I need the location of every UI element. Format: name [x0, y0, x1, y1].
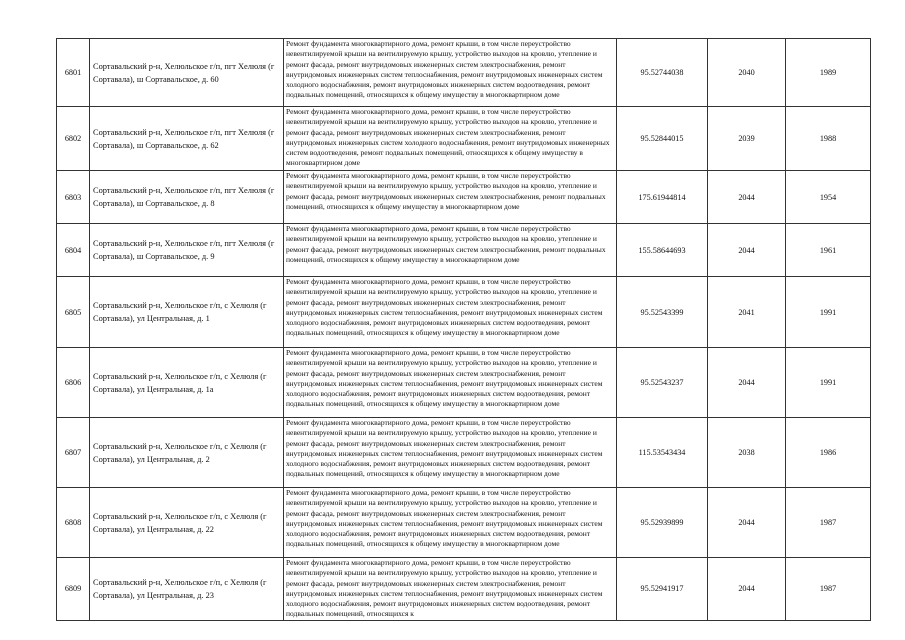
row-number: 6807 — [57, 418, 90, 488]
planned-year-cell: 2039 — [708, 107, 786, 171]
row-number: 6801 — [57, 39, 90, 107]
planned-year-cell: 2038 — [708, 418, 786, 488]
table-row — [57, 348, 871, 418]
cost-cell: 95.52941917 — [617, 558, 708, 621]
table-row — [57, 277, 871, 348]
build-year-cell: 1961 — [786, 224, 871, 277]
works-cell: Ремонт фундамента многоквартирного дома, ремонт крыши, в том числе переустройство невентилируемой крыши на вентилируемую крышу, устройство выходов на кровлю, утепление и ремонт фасада, ремонт внутридомовых инженерных систем электроснабжения, ремонт подвальных помещений, относящихся к общему имуществу в многоквартирном доме — [284, 224, 617, 277]
works-cell: Ремонт фундамента многоквартирного дома, ремонт крыши, в том числе переустройство невентилируемой крыши на вентилируемую крышу, устройство выходов на кровлю, утепление и ремонт фасада, ремонт внутридомовых инженерных систем электроснабжения, ремонт внутридомовых инженерных систем теплоснабжения, ремонт внутридомовых инженерных систем холодного водоснабжения, ремонт внутридомовых инженерных систем водоотведения, ремонт подвальных помещений, относящихся к общему имуществу в многоквартирном доме — [284, 418, 617, 488]
row-number: 6805 — [57, 277, 90, 348]
works-cell: Ремонт фундамента многоквартирного дома, ремонт крыши, в том числе переустройство невентилируемой крыши на вентилируемую крышу, устройство выходов на кровлю, утепление и ремонт фасада, ремонт внутридомовых инженерных систем электроснабжения, ремонт внутридомовых инженерных систем теплоснабжения, ремонт внутридомовых инженерных систем холодного водоснабжения, ремонт внутридомовых инженерных систем водоотведения, ремонт подвальных помещений, относящихся к общему имуществу в многоквартирном доме — [284, 348, 617, 418]
row-number: 6806 — [57, 348, 90, 418]
planned-year-cell: 2044 — [708, 348, 786, 418]
works-cell: Ремонт фундамента многоквартирного дома, ремонт крыши, в том числе переустройство невентилируемой крыши на вентилируемую крышу, устройство выходов на кровлю, утепление и ремонт фасада, ремонт внутридомовых инженерных систем электроснабжения, ремонт внутридомовых инженерных систем теплоснабжения, ремонт внутридомовых инженерных систем холодного водоснабжения, ремонт внутридомовых инженерных систем водоотведения, ремонт подвальных помещений, относящихся к общему имуществу в многоквартирном доме — [284, 39, 617, 107]
address-cell: Сортавальский р-н, Хелюльское г/п, с Хелюля (г Сортавала), ул Центральная, д. 23 — [90, 558, 284, 621]
cost-cell: 175.61944814 — [617, 171, 708, 224]
works-cell: Ремонт фундамента многоквартирного дома, ремонт крыши, в том числе переустройство невентилируемой крыши на вентилируемую крышу, устройство выходов на кровлю, утепление и ремонт фасада, ремонт внутридомовых инженерных систем электроснабжения, ремонт внутридомовых инженерных систем теплоснабжения, ремонт внутридомовых инженерных систем холодного водоснабжения, ремонт внутридомовых инженерных систем водоотведения, ремонт подвальных помещений, относящихся к — [284, 558, 617, 621]
cost-cell: 95.52939899 — [617, 488, 708, 558]
planned-year-cell: 2041 — [708, 277, 786, 348]
works-cell: Ремонт фундамента многоквартирного дома, ремонт крыши, в том числе переустройство невентилируемой крыши на вентилируемую крышу, устройство выходов на кровлю, утепление и ремонт фасада, ремонт внутридомовых инженерных систем электроснабжения, ремонт подвальных помещений, относящихся к общему имуществу в многоквартирном доме — [284, 171, 617, 224]
planned-year-cell: 2044 — [708, 488, 786, 558]
cost-cell: 95.52543237 — [617, 348, 708, 418]
capital-repair-table — [56, 38, 871, 621]
cost-cell: 95.52543399 — [617, 277, 708, 348]
planned-year-cell: 2040 — [708, 39, 786, 107]
planned-year-cell: 2044 — [708, 171, 786, 224]
row-number: 6808 — [57, 488, 90, 558]
address-cell: Сортавальский р-н, Хелюльское г/п, с Хелюля (г Сортавала), ул Центральная, д. 2 — [90, 418, 284, 488]
table-row — [57, 418, 871, 488]
address-cell: Сортавальский р-н, Хелюльское г/п, пгт Хелюля (г Сортавала), ш Сортавальское, д. 62 — [90, 107, 284, 171]
build-year-cell: 1987 — [786, 558, 871, 621]
table-row — [57, 39, 871, 107]
table-row — [57, 558, 871, 621]
works-cell: Ремонт фундамента многоквартирного дома, ремонт крыши, в том числе переустройство невентилируемой крыши на вентилируемую крышу, устройство выходов на кровлю, утепление и ремонт фасада, ремонт внутридомовых инженерных систем электроснабжения, ремонт внутридомовых инженерных систем теплоснабжения, ремонт внутридомовых инженерных систем холодного водоснабжения, ремонт внутридомовых инженерных систем водоотведения, ремонт подвальных помещений, относящихся к общему имуществу в многоквартирном доме — [284, 488, 617, 558]
build-year-cell: 1989 — [786, 39, 871, 107]
row-number: 6804 — [57, 224, 90, 277]
table-row — [57, 488, 871, 558]
address-cell: Сортавальский р-н, Хелюльское г/п, с Хелюля (г Сортавала), ул Центральная, д. 22 — [90, 488, 284, 558]
address-cell: Сортавальский р-н, Хелюльское г/п, пгт Хелюля (г Сортавала), ш Сортавальское, д. 8 — [90, 171, 284, 224]
row-number: 6809 — [57, 558, 90, 621]
address-cell: Сортавальский р-н, Хелюльское г/п, с Хелюля (г Сортавала), ул Центральная, д. 1а — [90, 348, 284, 418]
build-year-cell: 1991 — [786, 277, 871, 348]
cost-cell: 95.52744038 — [617, 39, 708, 107]
works-cell: Ремонт фундамента многоквартирного дома, ремонт крыши, в том числе переустройство невентилируемой крыши на вентилируемую крышу, устройство выходов на кровлю, утепление и ремонт фасада, ремонт внутридомовых инженерных систем электроснабжения, ремонт внутридомовых инженерных систем холодного водоснабжения, ремонт внутридомовых инженерных систем водоотведения, ремонт подвальных помещений, относящихся к общему имуществу в многоквартирном доме — [284, 107, 617, 171]
build-year-cell: 1988 — [786, 107, 871, 171]
address-cell: Сортавальский р-н, Хелюльское г/п, пгт Хелюля (г Сортавала), ш Сортавальское, д. 60 — [90, 39, 284, 107]
build-year-cell: 1954 — [786, 171, 871, 224]
row-number: 6803 — [57, 171, 90, 224]
cost-cell: 115.53543434 — [617, 418, 708, 488]
table-row — [57, 107, 871, 171]
address-cell: Сортавальский р-н, Хелюльское г/п, с Хелюля (г Сортавала), ул Центральная, д. 1 — [90, 277, 284, 348]
build-year-cell: 1987 — [786, 488, 871, 558]
build-year-cell: 1991 — [786, 348, 871, 418]
planned-year-cell: 2044 — [708, 558, 786, 621]
table-row — [57, 224, 871, 277]
table-row — [57, 171, 871, 224]
cost-cell: 95.52844015 — [617, 107, 708, 171]
address-cell: Сортавальский р-н, Хелюльское г/п, пгт Хелюля (г Сортавала), ш Сортавальское, д. 9 — [90, 224, 284, 277]
cost-cell: 155.58644693 — [617, 224, 708, 277]
planned-year-cell: 2044 — [708, 224, 786, 277]
build-year-cell: 1986 — [786, 418, 871, 488]
row-number: 6802 — [57, 107, 90, 171]
works-cell: Ремонт фундамента многоквартирного дома, ремонт крыши, в том числе переустройство невентилируемой крыши на вентилируемую крышу, устройство выходов на кровлю, утепление и ремонт фасада, ремонт внутридомовых инженерных систем электроснабжения, ремонт внутридомовых инженерных систем теплоснабжения, ремонт внутридомовых инженерных систем холодного водоснабжения, ремонт внутридомовых инженерных систем водоотведения, ремонт подвальных помещений, относящихся к общему имуществу в многоквартирном доме — [284, 277, 617, 348]
